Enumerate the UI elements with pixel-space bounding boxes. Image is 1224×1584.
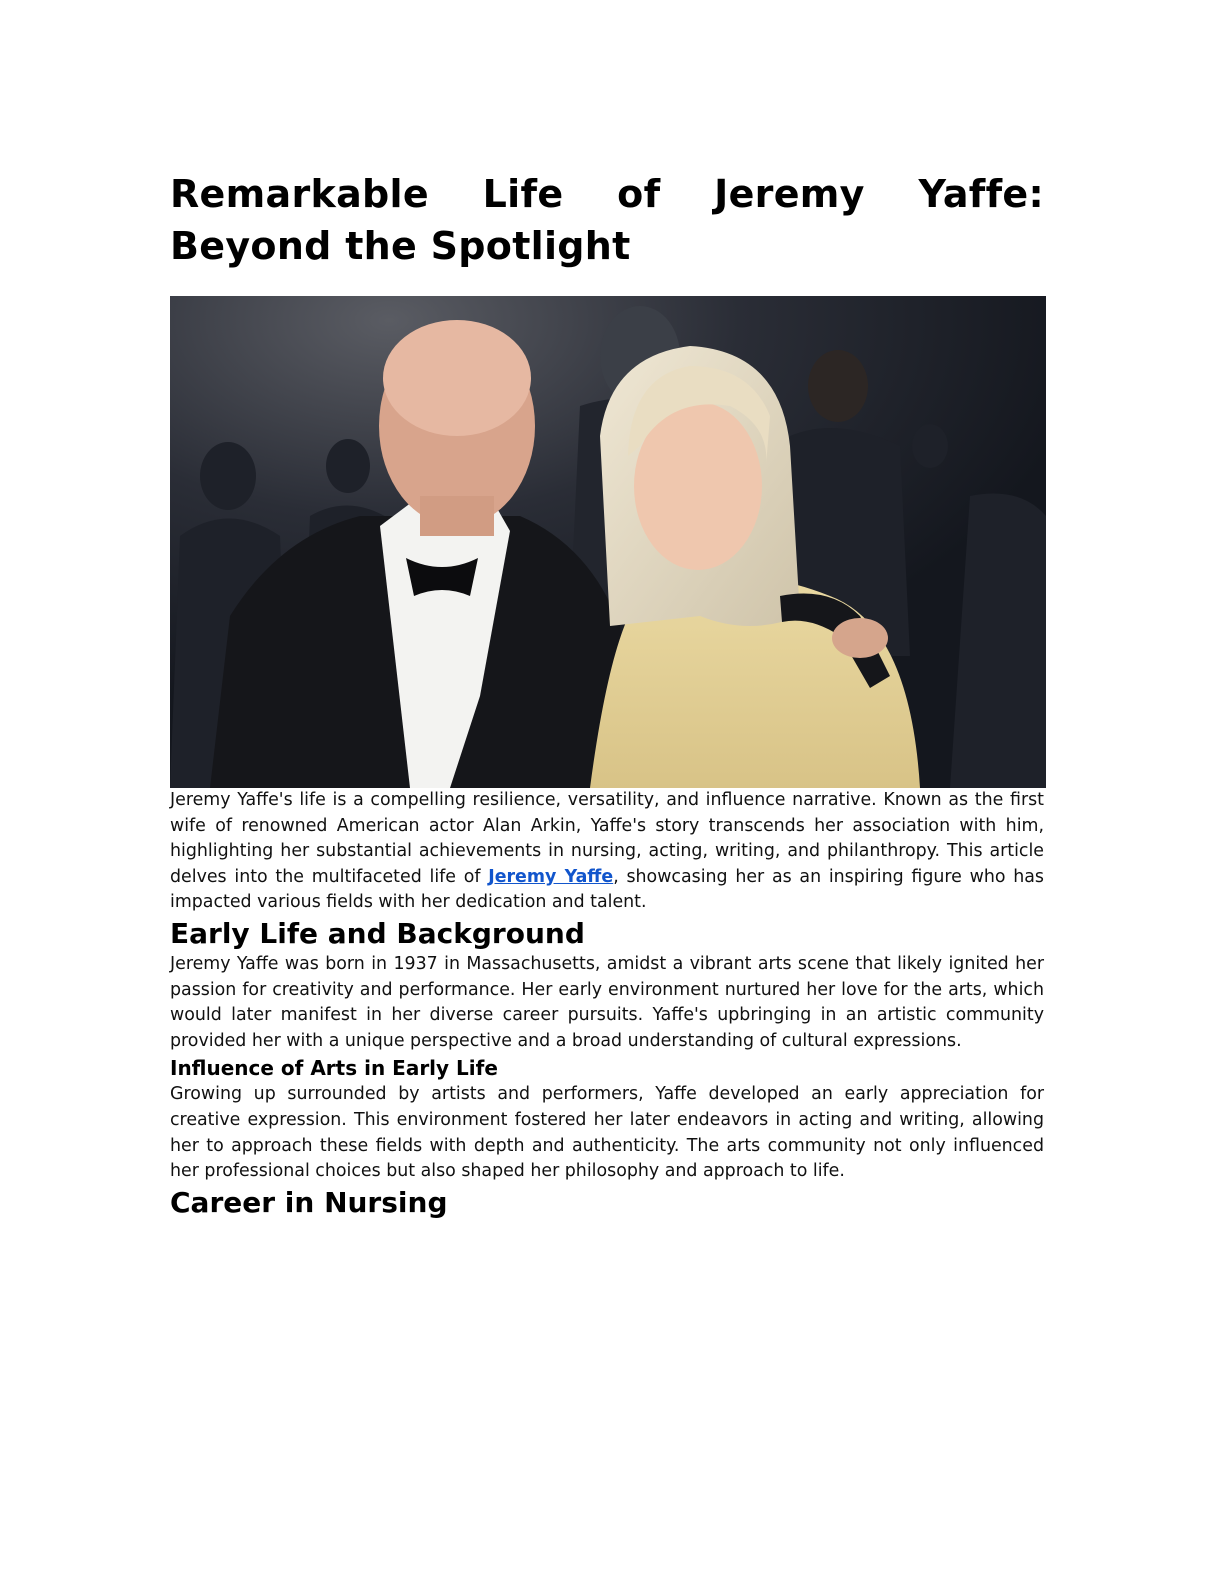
jeremy-yaffe-link[interactable]: Jeremy Yaffe xyxy=(488,866,614,887)
intro-paragraph xyxy=(170,788,1044,916)
intro-text-start: Jeremy Yaffe's life is a compelling resilience, versatility, and influence narrative. Known as the first wife of renowned American actor Alan Arkin, Yaffe's story transcends her association with him, highlighting her substantial achievements in nursing, acting, writing, and philanthropy. This article delves into the multifaceted life of xyxy=(170,790,1044,887)
subsection-heading-influence-of-arts: Influence of Arts in Early Life xyxy=(170,1056,498,1081)
section-heading-career-in-nursing: Career in Nursing xyxy=(170,1185,448,1219)
page-title: Remarkable Life of Jeremy Yaffe: Beyond the Spotlight xyxy=(170,172,1044,268)
early-life-paragraph: Jeremy Yaffe was born in 1937 in Massachusetts, amidst a vibrant arts scene that likely ignited her passion for creativity and performance. Her early environment nurtured her love for the arts, which would later manifest in her diverse career pursuits. Yaffe's upbringing in an artistic community provided her with a unique perspective and a broad understanding of cultural expressions. xyxy=(170,953,1044,1051)
section-heading-early-life: Early Life and Background xyxy=(170,916,585,950)
hero-photo-illustration xyxy=(170,296,1046,788)
hero-photo xyxy=(170,296,1046,788)
influence-of-arts-paragraph: Growing up surrounded by artists and performers, Yaffe developed an early appreciation for creative expression. This environment fostered her later endeavors in acting and writing, allowing her to approach these fields with depth and authenticity. The arts community not only influenced her professional choices but also shaped her philosophy and approach to life. xyxy=(170,1084,1044,1182)
article xyxy=(170,168,1044,1221)
intro-text-end: , showcasing her as an inspiring figure who has impacted various fields with her dedication and talent. xyxy=(170,866,1044,913)
